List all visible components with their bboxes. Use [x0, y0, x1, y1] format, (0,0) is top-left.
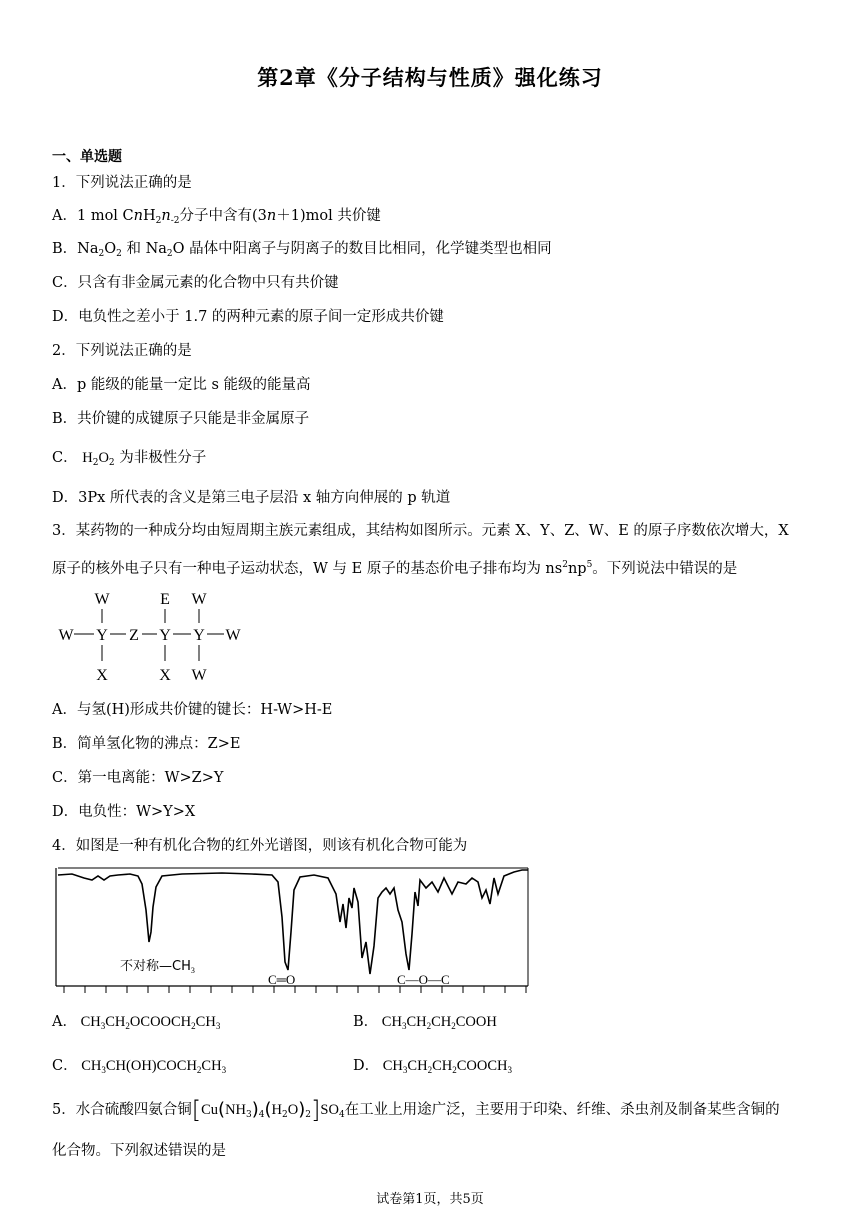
q4-option-d: D． $CH_3CH_2CH_2COOCH_3$ [353, 1058, 512, 1075]
q3-stem-line1: 3．某药物的一种成分均由短周期主族元素组成，其结构如图所示。元素 X、Y、Z、W、E 的原子序数依次增大，X [52, 523, 789, 539]
atom-x: X [159, 667, 171, 684]
q3-option-c: C．第一电离能：W>Z>Y [52, 770, 224, 786]
q5-stem-line2: 化合物。下列叙述错误的是 [52, 1143, 226, 1159]
label-ether: C—O—C [397, 972, 450, 987]
q3-option-a: A．与氢(H)形成共价键的键长：H-W>H-E [52, 702, 333, 718]
q3-structure-diagram [52, 583, 252, 687]
atom-x: X [96, 667, 108, 684]
q2-option-b: B．共价键的成键原子只能是非金属原子 [52, 411, 310, 427]
q4-option-a: A． $CH_3CH_2OCOOCH_2CH_3$ [52, 1014, 221, 1031]
q5-stem-line1: 5．水合硫酸四氨合铜$[Cu(NH_3)_4(H_2O)_2]SO_4$在工业上用途广泛，主要用于印染、纤维、杀虫剂及制备某些含铜的 [52, 1096, 780, 1124]
page-title: 第2章《分子结构与性质》强化练习 [257, 65, 603, 90]
atom-w: W [191, 591, 207, 608]
section-title: 一、单选题 [52, 149, 122, 165]
q2-option-c: C． $H_2O_2$ 为非极性分子 [52, 450, 207, 468]
atom-w: W [94, 591, 110, 608]
q3-stem-line2: 原子的核外电子只有一种电子运动状态，W 与 E 原子的基态价电子排布均为 $ns^2np^5$。下列说法中错误的是 [52, 560, 738, 577]
page-footer: 试卷第1页，共5页 [376, 1192, 484, 1207]
q2-option-d: D．3Px 所代表的含义是第三电子层沿 x 轴方向伸展的 p 轨道 [52, 490, 451, 506]
label-carbonyl: C═O [268, 972, 296, 987]
ir-spectrum-figure [52, 862, 530, 994]
q1-option-d: D．电负性之差小于 1.7 的两种元素的原子间一定形成共价键 [52, 309, 444, 325]
q2-option-a: A．p 能级的能量一定比 s 能级的能量高 [52, 377, 311, 393]
q2-stem: 2．下列说法正确的是 [52, 343, 192, 359]
q1-option-a: A．1 mol $CnH_2n_{-2}$分子中含有(3n＋1)mol 共价键 [52, 208, 381, 226]
atom-e: E [160, 591, 170, 608]
atom-w: W [191, 667, 207, 684]
q4-option-b: B． $CH_3CH_2CH_2COOH$ [353, 1014, 497, 1031]
atom-y: Y [159, 627, 171, 644]
atom-w: W [58, 627, 74, 644]
label-asym-ch3: 不对称$—CH_3$ [120, 958, 195, 975]
q1-option-b: B．$Na_2O_2$ 和 $Na_2O$ 晶体中阳离子与阴离子的数目比相同，化学键类型也相同 [52, 241, 552, 259]
q4-stem: 4．如图是一种有机化合物的红外光谱图，则该有机化合物可能为 [52, 838, 468, 854]
q1-option-c: C．只含有非金属元素的化合物中只有共价键 [52, 275, 339, 291]
atom-y: Y [193, 627, 205, 644]
atom-w: W [225, 627, 241, 644]
q1-stem: 1．下列说法正确的是 [52, 175, 192, 191]
q3-option-d: D．电负性：W>Y>X [52, 804, 196, 820]
q3-option-b: B．简单氢化物的沸点：Z>E [52, 736, 241, 752]
x-axis-ticks [64, 986, 526, 993]
atom-y: Y [96, 627, 108, 644]
atom-z: Z [129, 627, 139, 644]
q4-option-c: C． $CH_3CH(OH)COCH_2CH_3$ [52, 1058, 227, 1075]
